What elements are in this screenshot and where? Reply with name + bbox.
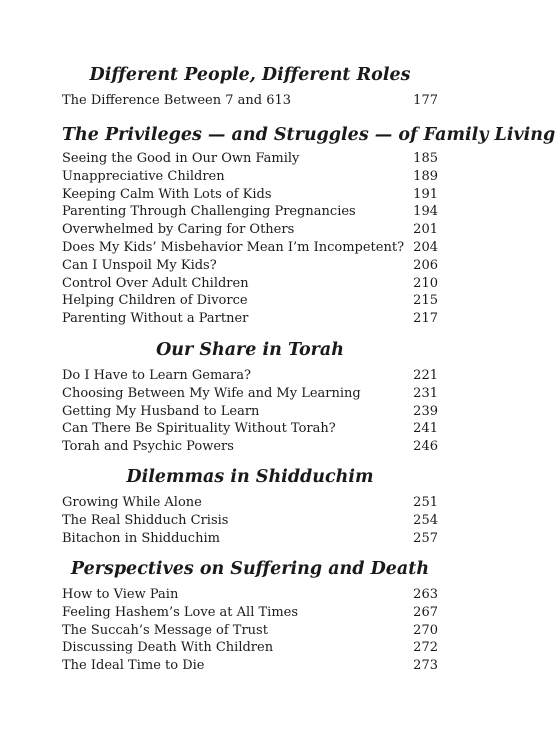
entry-page-number: 231	[413, 385, 438, 401]
section-title: The Privileges — and Struggles — of Family Living	[62, 125, 555, 145]
entry-title: Bitachon in Shidduchim	[62, 530, 220, 546]
entry-page-number: 194	[413, 204, 438, 220]
section-title: Different People, Different Roles	[89, 65, 411, 85]
toc-entry[interactable]	[62, 622, 438, 640]
section-title: Our Share in Torah	[156, 340, 344, 360]
toc-entry[interactable]	[62, 438, 438, 456]
entry-title: Getting My Husband to Learn	[62, 403, 260, 419]
toc-entry[interactable]	[62, 186, 438, 204]
toc-section	[62, 64, 438, 110]
toc-entries	[62, 150, 438, 328]
entry-page-number: 273	[413, 658, 438, 674]
toc-entry[interactable]	[62, 310, 438, 328]
toc-entries	[62, 586, 438, 675]
toc-entry[interactable]	[62, 275, 438, 293]
toc-entry[interactable]	[62, 150, 438, 168]
toc-entries	[62, 494, 438, 547]
toc-entry[interactable]	[62, 168, 438, 186]
entry-title: Control Over Adult Children	[62, 275, 249, 291]
entry-title: Feeling Hashem’s Love at All Times	[62, 604, 299, 620]
toc-section	[62, 124, 555, 328]
toc-entry[interactable]	[62, 530, 438, 548]
entry-page-number: 239	[413, 403, 438, 419]
entry-page-number: 177	[413, 93, 438, 108]
entry-page-number: 185	[413, 151, 438, 166]
entry-title: Parenting Without a Partner	[62, 311, 249, 327]
entry-page-number: 272	[413, 640, 438, 656]
entry-title: Seeing the Good in Our Own Family	[62, 151, 300, 166]
entry-page-number: 215	[413, 293, 438, 309]
entry-page-number: 204	[413, 239, 438, 255]
entry-page-number: 257	[413, 530, 438, 546]
toc-entry[interactable]	[62, 586, 438, 604]
toc-entry[interactable]	[62, 604, 438, 622]
entry-page-number: 206	[413, 257, 438, 273]
entry-page-number: 191	[413, 186, 438, 202]
toc-entry[interactable]	[62, 292, 438, 310]
toc-entries	[62, 92, 438, 110]
entry-title: Can I Unspoil My Kids?	[62, 257, 217, 273]
entry-page-number: 241	[413, 421, 438, 437]
toc-entry[interactable]	[62, 221, 438, 239]
entry-title: Unappreciative Children	[62, 168, 225, 184]
toc-entry[interactable]	[62, 92, 438, 110]
toc-entry[interactable]	[62, 494, 438, 512]
toc-entry[interactable]	[62, 385, 438, 403]
toc-entry[interactable]	[62, 403, 438, 421]
toc-entry[interactable]	[62, 512, 438, 530]
toc-entry[interactable]	[62, 420, 438, 438]
toc-entry[interactable]	[62, 239, 438, 257]
toc-section	[62, 558, 438, 675]
entry-title: Parenting Through Challenging Pregnancies	[62, 204, 356, 220]
toc-entry[interactable]	[62, 367, 438, 385]
entry-title: How to View Pain	[62, 587, 179, 602]
entry-title: Discussing Death With Children	[62, 640, 274, 656]
entry-title: The Ideal Time to Die	[62, 658, 205, 674]
entry-page-number: 221	[413, 368, 438, 383]
toc-entry[interactable]	[62, 203, 438, 221]
entry-page-number: 201	[413, 222, 438, 238]
entry-page-number: 263	[413, 587, 438, 602]
entry-title: Choosing Between My Wife and My Learning	[62, 385, 361, 401]
entry-page-number: 246	[413, 439, 438, 455]
entry-title: The Real Shidduch Crisis	[62, 512, 229, 528]
entry-page-number: 217	[413, 311, 438, 327]
entry-title: Overwhelmed by Caring for Others	[62, 222, 295, 238]
entry-title: The Difference Between 7 and 613	[62, 93, 292, 108]
entry-title: Helping Children of Divorce	[62, 293, 248, 309]
toc-entry[interactable]	[62, 639, 438, 657]
section-title: Dilemmas in Shidduchim	[126, 467, 374, 487]
entry-page-number: 270	[413, 622, 438, 638]
entry-page-number: 251	[413, 495, 438, 510]
entry-title: Growing While Alone	[62, 495, 202, 510]
toc-entry[interactable]	[62, 657, 438, 675]
entry-page-number: 189	[413, 168, 438, 184]
entry-page-number: 210	[413, 275, 438, 291]
entry-title: Does My Kids’ Misbehavior Mean I’m Incompetent?	[62, 239, 405, 255]
toc-section	[62, 466, 438, 547]
toc-entries	[62, 367, 438, 456]
entry-title: Can There Be Spirituality Without Torah?	[62, 421, 336, 437]
entry-title: Torah and Psychic Powers	[62, 439, 234, 455]
entry-title: The Succah’s Message of Trust	[62, 622, 268, 638]
entry-title: Do I Have to Learn Gemara?	[62, 368, 251, 383]
entry-page-number: 254	[413, 512, 438, 528]
toc-section	[62, 339, 438, 456]
entry-page-number: 267	[413, 604, 438, 620]
toc-entry[interactable]	[62, 257, 438, 275]
entry-title: Keeping Calm With Lots of Kids	[62, 186, 272, 202]
section-title: Perspectives on Suffering and Death	[70, 559, 430, 579]
